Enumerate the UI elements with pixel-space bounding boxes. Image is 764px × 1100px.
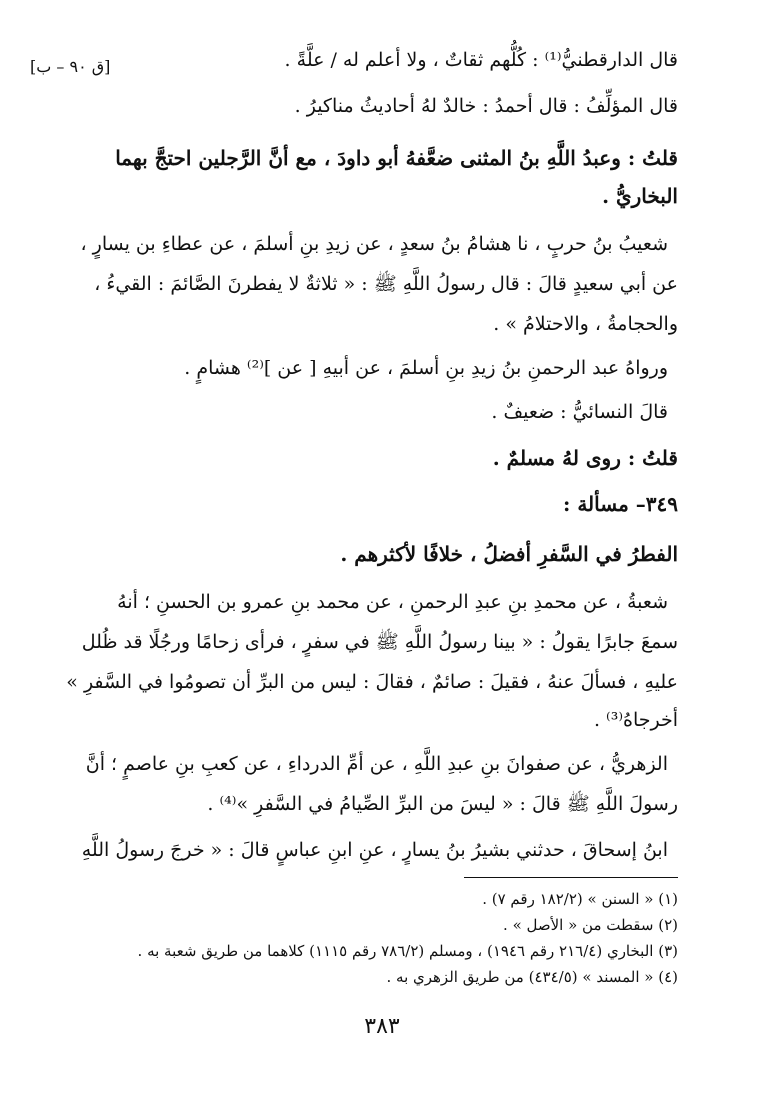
- text-line: عن أبي سعيدٍ قالَ : قال رسولُ اللَّهِ ﷺ : « ثلاثةٌ لا يفطرنَ الصَّائمَ : القيءُ ،: [94, 273, 678, 295]
- text-line: والحجامةُ ، والاحتلامُ » .: [493, 313, 678, 335]
- text-line: ورواهُ عبد الرحمنِ بنُ زيدِ بنِ أسلمَ ، عن أبيهِ [ عن ]⁽²⁾ هشامٍ .: [184, 357, 668, 379]
- text-line-bold: البخاريُّ .: [602, 184, 678, 208]
- text-line: شعيبُ بنُ حربٍ ، نا هشامُ بنُ سعدٍ ، عن زيدِ بنِ أسلمَ ، عن عطاءِ بن يسارٍ ،: [80, 233, 668, 255]
- text-line: أخرجاهُ⁽³⁾ .: [593, 709, 678, 731]
- text-line-bold: قلتُ : وعبدُ اللَّهِ بنُ المثنى ضعَّفهُ أبو داودَ ، مع أنَّ الرَّجلين احتجَّ بهما: [115, 146, 678, 170]
- text-line-bold: الفطرُ في السَّفرِ أفضلُ ، خلافًا لأكثرهم .: [340, 542, 678, 566]
- text-line: سمعَ جابرًا يقولُ : « بينا رسولُ اللَّهِ ﷺ في سفرٍ ، فرأى زحامًا ورجُلًا قد ظُلل: [81, 631, 678, 653]
- text-line: عليهِ ، فسألَ عنهُ ، فقيلَ : صائمٌ ، فقالَ : ليس من البرِّ أن تصومُوا في السَّفرِ »: [66, 671, 678, 693]
- text-line: قالَ النسائيُّ : ضعيفٌ .: [491, 401, 668, 423]
- footnote: (١) « السنن » (١٨٢/٢ رقم ٧) .: [482, 890, 678, 908]
- section-heading: ٣٤٩– مسألة :: [562, 492, 678, 516]
- manuscript-folio-reference: [ق ٩٠ – ب]: [30, 57, 111, 76]
- text-line: ابنُ إسحاقَ ، حدثني بشيرُ بنُ يسارٍ ، عنِ ابنِ عباسٍ قالَ : « خرجَ رسولُ اللَّهِ: [81, 839, 668, 861]
- text-line-bold: قلتُ : روى لهُ مسلمٌ .: [492, 446, 678, 470]
- text-line: قال الدارقطنيُّ⁽¹⁾ : كُلُّهم ثقاتٌ ، ولا أعلم له / علَّةً .: [284, 49, 678, 71]
- text-line: قال المؤلِّفُ : قال أحمدُ : خالدٌ لهُ أحاديثُ مناكيرُ .: [294, 95, 678, 117]
- footnote: (٤) « المسند » (٤٣٤/٥) من طريق الزهري به .: [386, 968, 678, 986]
- footnote: (٣) البخاري (٢١٦/٤ رقم ١٩٤٦) ، ومسلم (٧٨٦/٢ رقم ١١١٥) كلاهما من طريق شعبة به .: [137, 942, 678, 960]
- footnote-separator: [464, 877, 678, 878]
- page-number: ٣٨٣: [364, 1014, 400, 1039]
- text-line: شعبةُ ، عن محمدِ بنِ عبدِ الرحمنِ ، عن محمد بنِ عمرو بن الحسنِ ؛ أنهُ: [117, 591, 668, 613]
- text-line: رسولَ اللَّهِ ﷺ قالَ : « ليسَ من البرِّ الصِّيامُ في السَّفرِ »⁽⁴⁾ .: [207, 793, 678, 815]
- footnote: (٢) سقطت من « الأصل » .: [503, 916, 678, 934]
- text-line: الزهريُّ ، عن صفوانَ بنِ عبدِ اللَّهِ ، عن أمِّ الدرداءِ ، عن كعبِ بنِ عاصمٍ ؛ أنَّ: [85, 753, 668, 775]
